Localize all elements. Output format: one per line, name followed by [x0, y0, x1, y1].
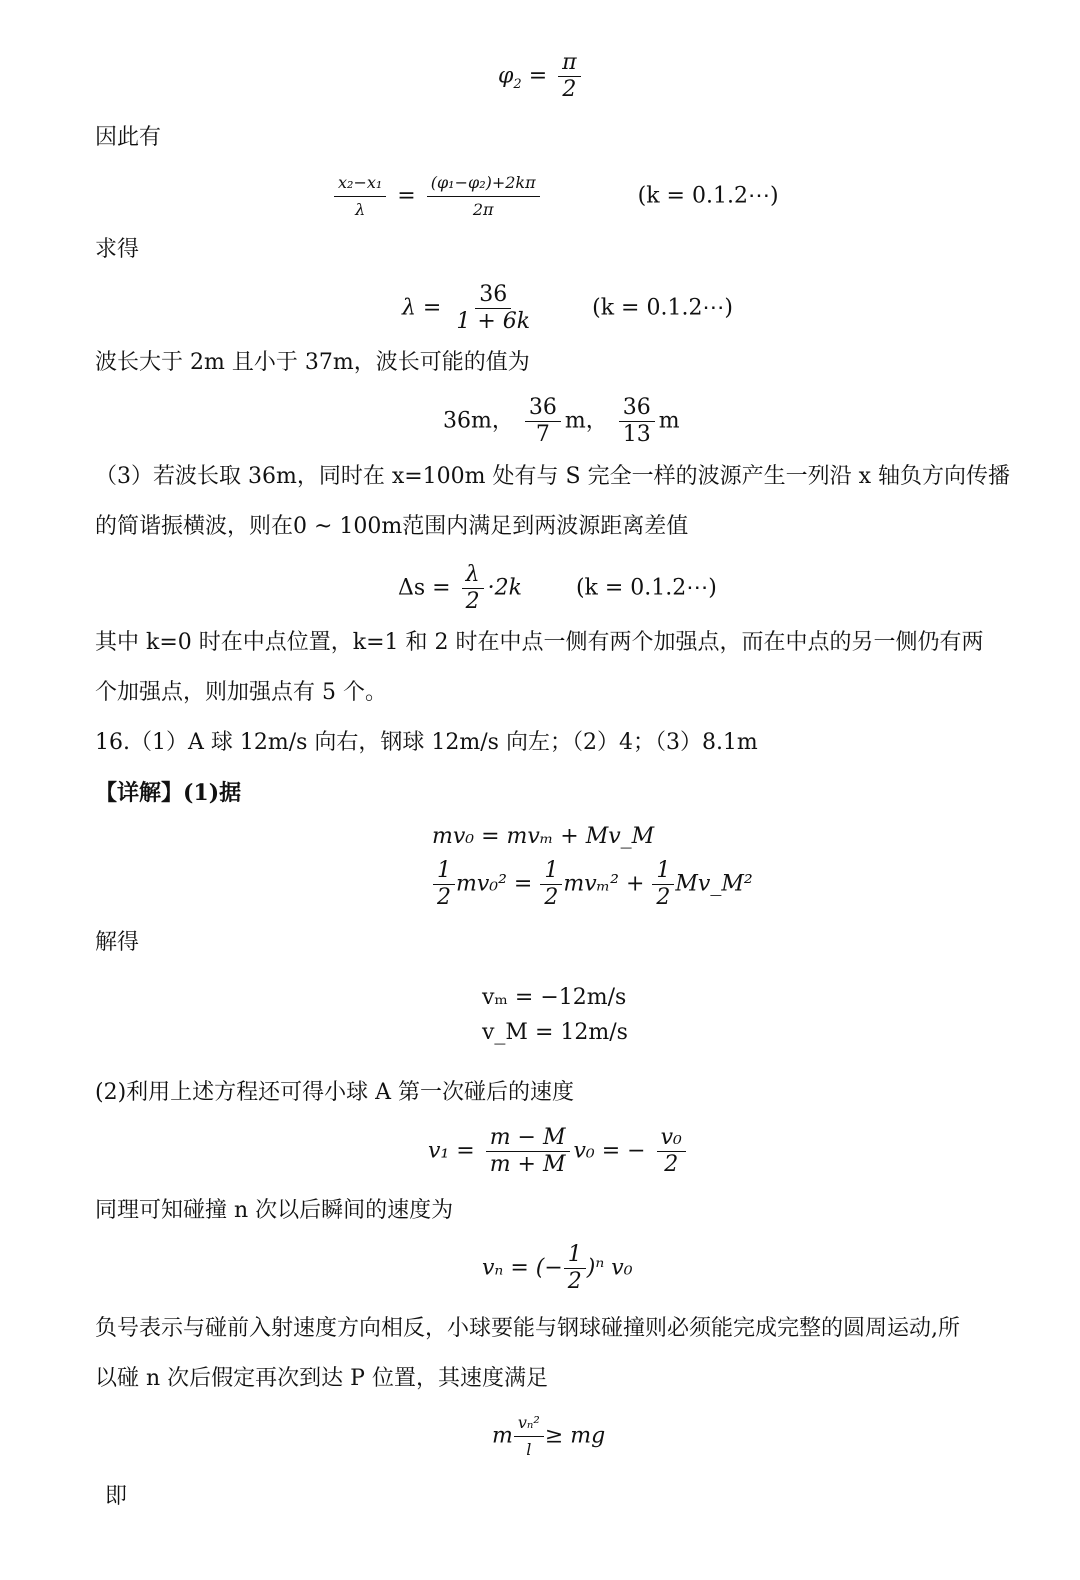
text-detail-heading: 【详解】(1)据 [95, 780, 242, 806]
equation-circular-condition: m $\frac{\text{vₙ²}}{l}$ ≥ mg [492, 1410, 605, 1463]
text-question16-answer: 16.（1）A 球 12m/s 向右，钢球 12m/s 向左；（2）4；（3）8.1m [95, 730, 758, 755]
equation-vM: v_M = 12m/s [482, 1020, 628, 1045]
text-part4-line1: 其中 k=0 时在中点位置，k=1 和 2 时在中点一侧有两个加强点，而在中点的另一侧仍有两 [95, 630, 984, 655]
equation-lambda: λ = $\frac{36}{1 + 6k}$ (k = 0.1.2⋯) [402, 282, 734, 334]
equation-v1: v₁ = $\frac{m - M}{m + M}$ v₀ = − $\frac{\text{v₀}}{2}$ [428, 1125, 690, 1178]
text-part4-line2: 个加强点，则加强点有 5 个。 [95, 680, 387, 705]
equation-phi2: $\varphi_2$ = $\frac{\pi}{2}$ [498, 50, 585, 103]
text-ji: 即 [105, 1484, 128, 1509]
text-part3-line2: 的简谐振横波，则在0 ~ 100m范围内满足到两波源距离差值 [95, 514, 689, 539]
text-qiude: 求得 [95, 237, 140, 262]
text-part3-line1: （3）若波长取 36m，同时在 x=100m 处有与 S 完全一样的波源产生一列沿 x 轴负方向传播 [95, 464, 1010, 489]
text-part5-line2: 以碰 n 次后假定再次到达 P 位置，其速度满足 [95, 1366, 548, 1391]
text-part5-line1: 负号表示与碰前入射速度方向相反，小球要能与钢球碰撞则必须能完成完整的圆周运动,所 [95, 1316, 960, 1341]
equation-energy: $\frac{1}{2}$ mv₀² = $\frac{1}{2}$ mvₘ² + $\frac{1}{2}$ Mv_M² [432, 858, 753, 911]
equation-vm: vₘ = −12m/s [482, 985, 627, 1010]
equation-momentum: mv₀ = mvₘ + Mv_M [432, 824, 655, 849]
equation-phase-difference: $\frac{\text{x₂−x₁}}{\lambda}$ = $\frac{\text{(φ₁−φ₂)+2kπ}}{2\pi}$ (k = 0.1.2⋯) [330, 170, 779, 223]
text-same-reasoning: 同理可知碰撞 n 次以后瞬间的速度为 [95, 1198, 454, 1223]
text-jiede: 解得 [95, 930, 140, 955]
equation-delta-s: Δs = $\frac{\lambda}{2}$ ·2k (k = 0.1.2⋯) [398, 562, 717, 614]
text-part2: (2)利用上述方程还可得小球 A 第一次碰后的速度 [95, 1080, 575, 1105]
text-wavelength-range: 波长大于 2m 且小于 37m，波长可能的值为 [95, 350, 530, 375]
text-yinci: 因此有 [95, 125, 162, 150]
equation-wavelength-values: 36m， $\frac{36}{7}$ m， $\frac{36}{13}$ m [443, 395, 680, 447]
equation-vn: vₙ = (− $\frac{1}{2}$ )ⁿ v₀ [482, 1242, 633, 1294]
